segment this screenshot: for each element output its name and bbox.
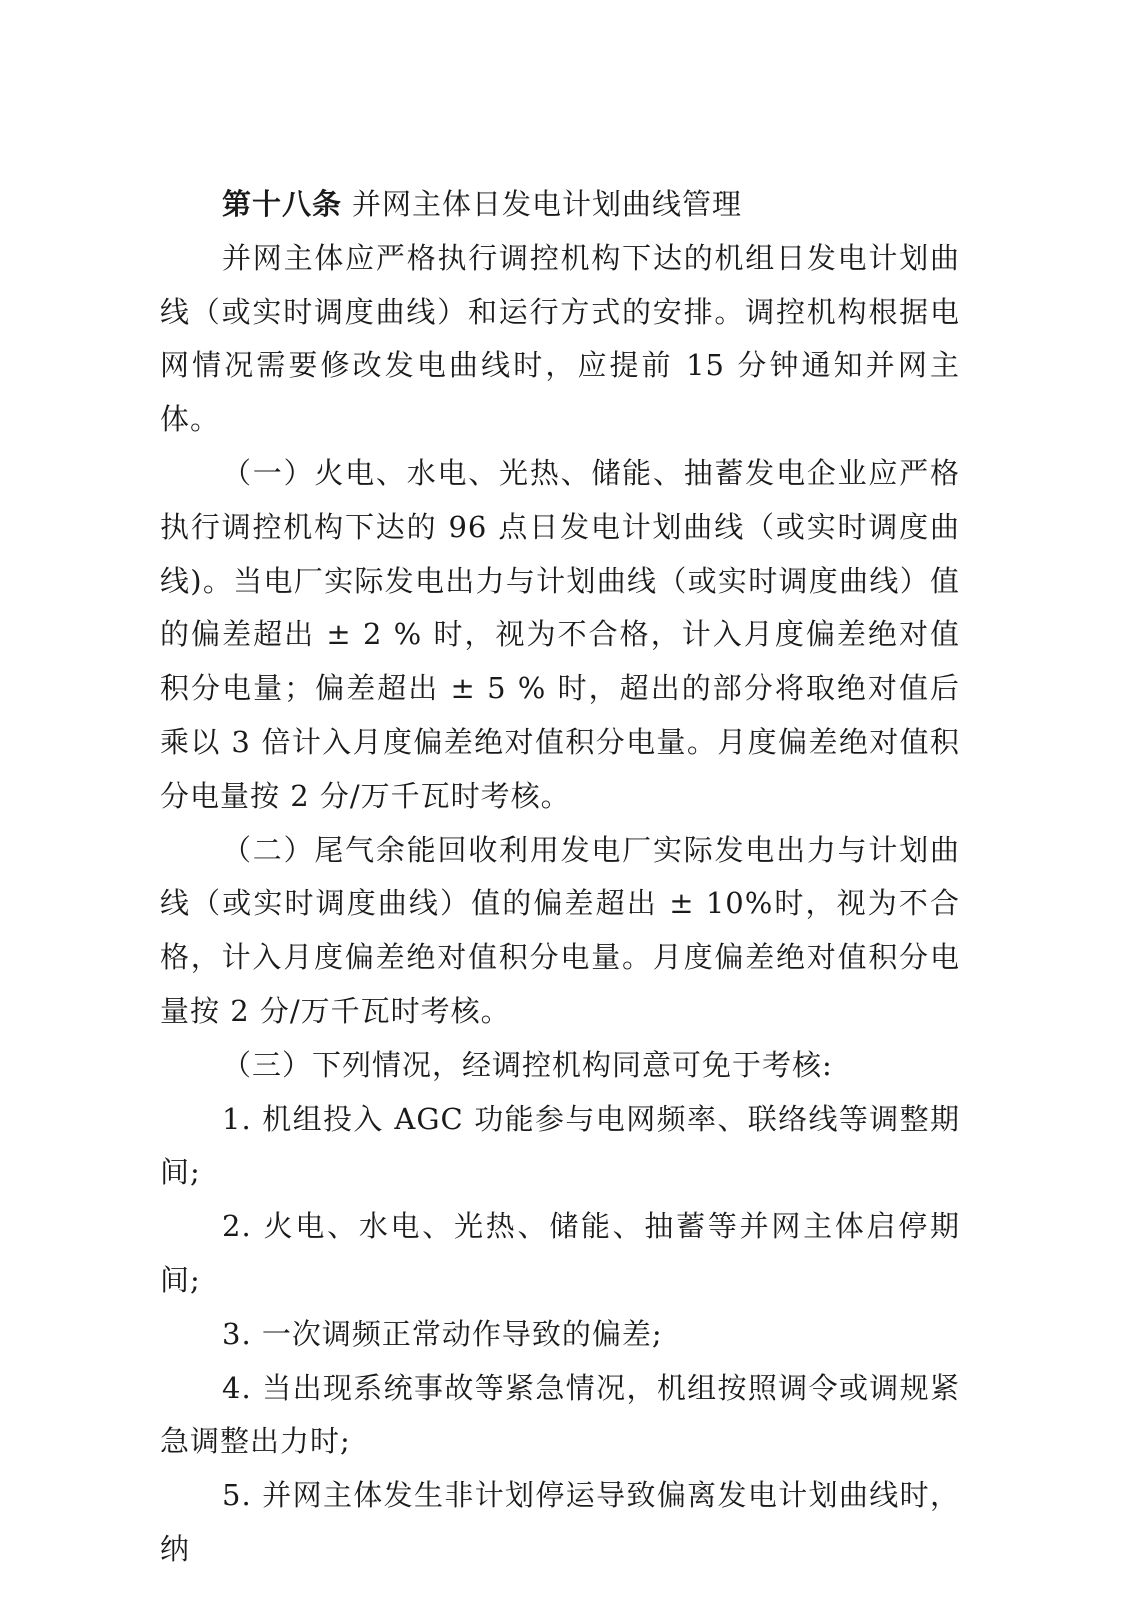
paragraph-item-2: （二）尾气余能回收利用发电厂实际发电出力与计划曲线（或实时调度曲线）值的偏差超出 ± 10%时，视为不合格，计入月度偏差绝对值积分电量。月度偏差绝对值积分电量按 2 分/万千瓦时考核。 <box>160 832 960 1028</box>
paragraph-item-3: （三）下列情况，经调控机构同意可免于考核: <box>222 1047 833 1082</box>
paragraph-item-1: （一）火电、水电、光热、储能、抽蓄发电企业应严格执行调控机构下达的 96 点日发电计划曲线（或实时调度曲线)。当电厂实际发电出力与计划曲线（或实时调度曲线）值的偏差超出 ± 2 % 时，视为不合格，计入月度偏差绝对值积分电量；偏差超出 ± 5 % 时，超出的部分将取绝对值后乘以 3 倍计入月度偏差绝对值积分电量。月度偏差绝对值积分电量按 2 分/万千瓦时考核。 <box>160 455 960 813</box>
paragraph-intro: 并网主体应严格执行调控机构下达的机组日发电计划曲线（或实时调度曲线）和运行方式的安排。调控机构根据电网情况需要修改发电曲线时，应提前 15 分钟通知并网主体。 <box>160 240 960 437</box>
article-heading-line <box>160 178 960 232</box>
exemption-5: 5. 并网主体发生非计划停运导致偏离发电计划曲线时，纳 <box>160 1478 960 1566</box>
exemption-3: 3. 一次调频正常动作导致的偏差; <box>222 1316 663 1351</box>
document-body <box>160 178 960 1577</box>
exemption-1: 1. 机组投入 AGC 功能参与电网频率、联络线等调整期间; <box>160 1101 960 1190</box>
exemption-4: 4. 当出现系统事故等紧急情况，机组按照调令或调规紧急调整出力时; <box>160 1370 960 1459</box>
article-number: 第十八条 <box>222 187 343 221</box>
exemption-2: 2. 火电、水电、光热、储能、抽蓄等并网主体启停期间; <box>160 1209 960 1297</box>
article-title: 并网主体日发电计划曲线管理 <box>352 187 743 221</box>
